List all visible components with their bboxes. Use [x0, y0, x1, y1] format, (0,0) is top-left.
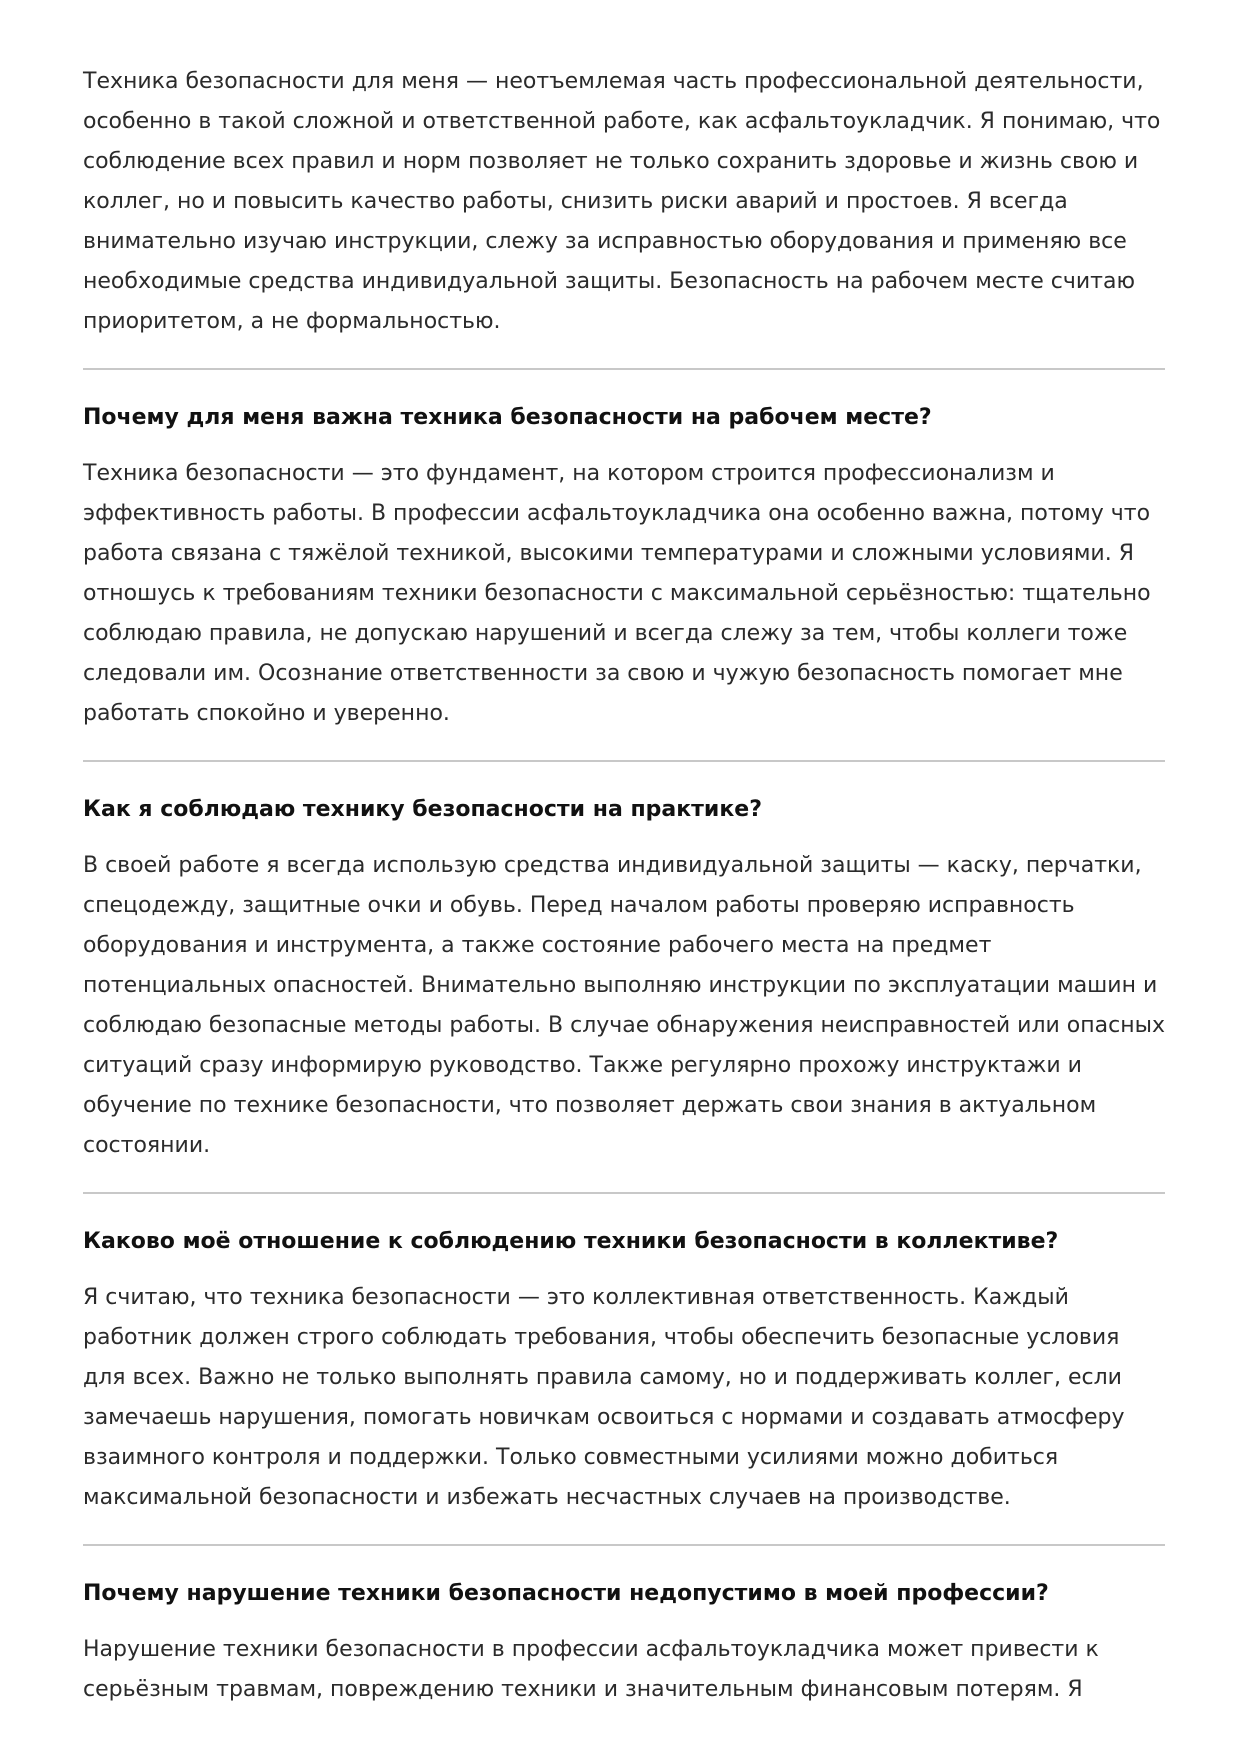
qa-section [83, 1576, 1165, 1710]
qa-section [83, 1224, 1165, 1518]
section-question: Каково моё отношение к соблюдению техники безопасности в коллективе? [83, 1229, 1059, 1254]
section-question: Почему нарушение техники безопасности недопустимо в моей профессии? [83, 1581, 1049, 1606]
section-answer: Я считаю, что техника безопасности — это коллективная ответственность. Каждый работник должен строго соблюдать требования, чтобы обеспечить безопасные условия для всех. Важно не только выполнять правила самому, но и поддерживать коллег, если замечаешь нарушения, помогать новичкам освоиться с нормами и создавать атмосферу взаимного контроля и поддержки. Только совместными усилиями можно добиться максимальной безопасности и избежать несчастных случаев на производстве. [83, 1285, 1125, 1510]
section-divider [83, 760, 1165, 762]
intro-paragraph: Техника безопасности для меня — неотъемлемая часть профессиональной деятельности, особенно в такой сложной и ответственной работе, как асфальтоукладчик. Я понимаю, что соблюдение всех правил и норм позволяет не только сохранить здоровье и жизнь свою и коллег, но и повысить качество работы, снизить риски аварий и простоев. Я всегда внимательно изучаю инструкции, слежу за исправностью оборудования и применяю все необходимые средства индивидуальной защиты. Безопасность на рабочем месте считаю приоритетом, а не формальностью. [83, 69, 1161, 334]
section-answer: В своей работе я всегда использую средства индивидуальной защиты — каску, перчатки, спецодежду, защитные очки и обувь. Перед началом работы проверяю исправность оборудования и инструмента, а также состояние рабочего места на предмет потенциальных опасностей. Внимательно выполняю инструкции по эксплуатации машин и соблюдаю безопасные методы работы. В случае обнаружения неисправностей или опасных ситуаций сразу информирую руководство. Также регулярно прохожу инструктажи и обучение по технике безопасности, что позволяет держать свои знания в актуальном состоянии. [83, 853, 1165, 1158]
section-answer: Техника безопасности — это фундамент, на котором строится профессионализм и эффективность работы. В профессии асфальтоукладчика она особенно важна, потому что работа связана с тяжёлой техникой, высокими температурами и сложными условиями. Я отношусь к требованиям техники безопасности с максимальной серьёзностью: тщательно соблюдаю правила, не допускаю нарушений и всегда слежу за тем, чтобы коллеги тоже следовали им. Осознание ответственности за свою и чужую безопасность помогает мне работать спокойно и уверенно. [83, 461, 1151, 726]
section-divider [83, 368, 1165, 370]
section-divider [83, 1192, 1165, 1194]
section-question: Почему для меня важна техника безопасности на рабочем месте? [83, 405, 932, 430]
qa-section [83, 792, 1165, 1166]
section-divider [83, 1544, 1165, 1546]
qa-section [83, 400, 1165, 734]
section-question: Как я соблюдаю технику безопасности на практике? [83, 797, 762, 822]
section-answer: Нарушение техники безопасности в профессии асфальтоукладчика может привести к серьёзным травмам, повреждению техники и значительным финансовым потерям. Я [83, 1637, 1099, 1702]
